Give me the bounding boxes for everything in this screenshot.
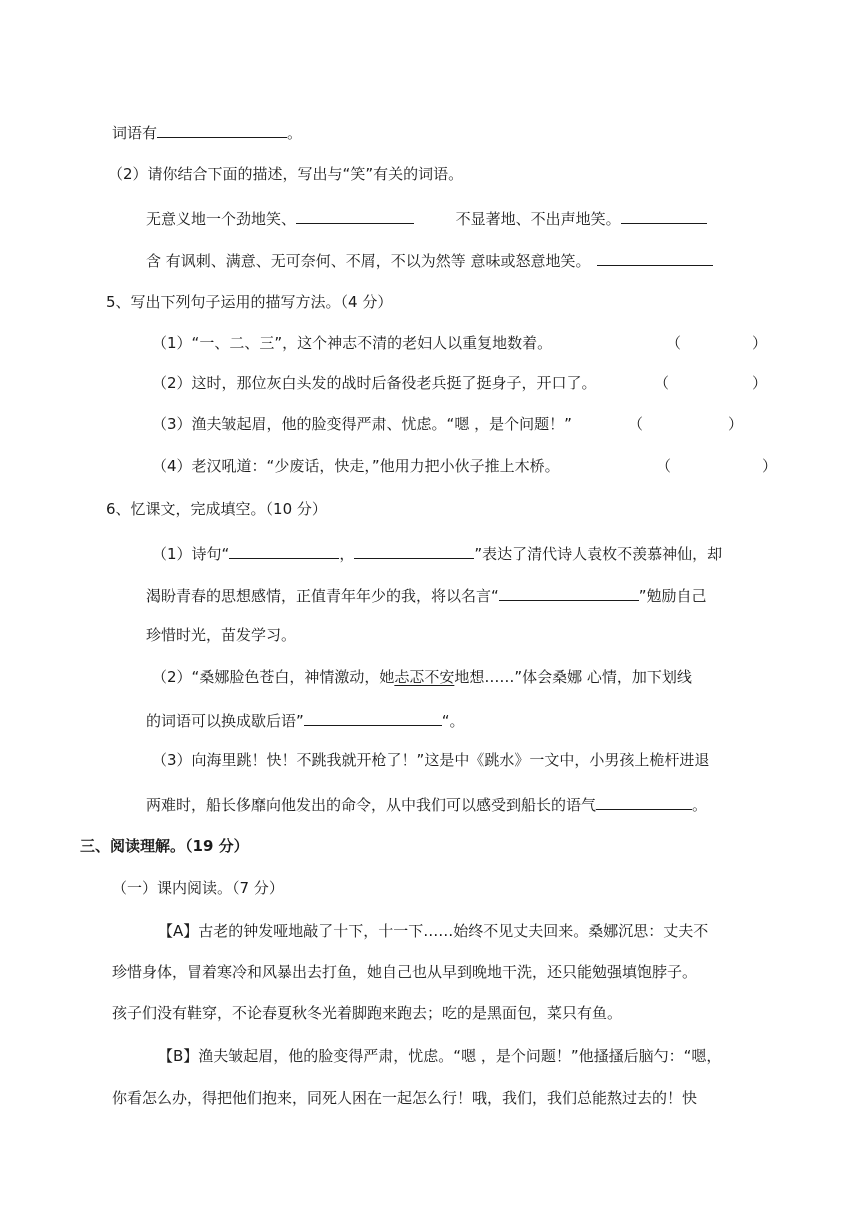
- q6-s2-row2: [146, 709, 465, 731]
- answer-blank[interactable]: [296, 207, 414, 224]
- q6-s1-text-a: （1）诗句“: [152, 545, 230, 563]
- q4-line0-prefix: 词语有: [112, 124, 158, 142]
- q5-item-2-paren-open: （: [654, 374, 670, 392]
- q5-item-4-paren-close: ）: [762, 457, 778, 475]
- answer-blank[interactable]: [157, 121, 287, 138]
- answer-blank[interactable]: [354, 542, 474, 559]
- q4-desc2: 不显著地、不出声地笑。: [455, 210, 621, 228]
- passage-a-line1: 【A】古老的钟发哑地敲了十下，十一下……始终不见丈夫回来。桑娜沉思：丈夫不: [158, 922, 709, 940]
- q5-item-1-paren-open: （: [666, 334, 682, 352]
- q5-title: 5、写出下列句子运用的描写方法。（4 分）: [106, 293, 393, 311]
- q5-item-4: （4）老汉吼道：“少废话，快走，”他用力把小伙子推上木桥。: [152, 457, 560, 475]
- q4-desc3: 含 有讽刺、满意、无可奈何、不屑，不以为然等 意味或怒意地笑。: [146, 252, 591, 270]
- passage-a-line2: 珍惜身体，冒着寒冷和风暴出去打鱼，她自己也从早到晚地干洗，还只能勉强填饱脖子。: [112, 963, 698, 981]
- q6-s2-text-c: 的词语可以换成歇后语”: [146, 712, 304, 730]
- q5-item-4-paren-open: （: [656, 457, 672, 475]
- q6-s3-row2: [146, 793, 707, 815]
- q5-item-3: （3）渔夫皱起眉，他的脸变得严肃、忧虑。“嗯 ，是个问题！”: [152, 415, 572, 433]
- answer-blank[interactable]: [621, 207, 707, 224]
- q6-title: 6、忆课文，完成填空。（10 分）: [106, 500, 327, 518]
- answer-blank[interactable]: [229, 542, 339, 559]
- q6-s1-row3: 珍惜时光，苗发学习。: [146, 626, 297, 644]
- q6-s1-text-e: ”勉励自己: [638, 587, 707, 605]
- q6-s1-text-c: ”表达了清代诗人袁枚不羡慕神仙，却: [474, 545, 723, 563]
- answer-blank[interactable]: [304, 709, 442, 726]
- q4-line0: [112, 121, 302, 143]
- q5-item-2: （2）这时，那位灰白头发的战时后备役老兵挺了挺身子，开口了。: [152, 374, 597, 392]
- q6-s1-row1: [152, 542, 722, 564]
- answer-blank[interactable]: [597, 249, 713, 266]
- section3-sub1: （一）课内阅读。（7 分）: [112, 879, 284, 897]
- q4-sub2-row1: [146, 207, 707, 229]
- q5-item-1-paren-close: ）: [752, 334, 768, 352]
- passage-b-line2: 你看怎么办，得把他们抱来，同死人困在一起怎么行！哦，我们，我们总能熬过去的！快: [112, 1089, 698, 1107]
- q6-s2-text-b: 地想……”体会桑娜 心情，加下划线: [454, 668, 692, 686]
- q5-item-3-paren-open: （: [628, 415, 644, 433]
- q6-s2-text-d: “。: [441, 712, 465, 730]
- q6-s3-text-b: 两难时，船长侈靡向他发出的命令，从中我们可以感受到船长的语气: [146, 796, 597, 814]
- q6-s1-row2: [146, 584, 707, 606]
- answer-blank[interactable]: [596, 793, 692, 810]
- q5-item-2-paren-close: ）: [752, 374, 768, 392]
- q6-s2-row1: [152, 667, 692, 687]
- underlined-word: 忐忑不安: [394, 668, 455, 686]
- q5-item-3-paren-close: ）: [728, 415, 744, 433]
- q4-desc1: 无意义地一个劲地笑、: [146, 210, 297, 228]
- q6-s1-text-b: ，: [339, 545, 355, 563]
- section3-title: 三、阅读理解。（19 分）: [80, 837, 249, 855]
- answer-blank[interactable]: [499, 584, 639, 601]
- q6-s1-text-d: 渴盼青春的思想感情，正值青年年少的我，将以名言“: [146, 587, 499, 605]
- q4-sub2-row2: [146, 249, 713, 271]
- q5-item-1: （1）“一、二、三”，这个神志不清的老妇人以重复地数着。: [152, 334, 553, 352]
- q4-sub2-label: （2）请你结合下面的描述，写出与“笑”有关的词语。: [108, 165, 464, 183]
- q6-s3-row1: （3）向海里跳！快！不跳我就开枪了！”这是中《跳水》一文中，小男孩上桅杆进退: [152, 751, 710, 769]
- passage-b-line1: 【B】渔夫皱起眉，他的脸变得严肃，忧虑。“嗯 ，是个问题！”他搔搔后脑勺：“嗯，: [158, 1047, 722, 1065]
- q6-s3-text-c: 。: [692, 796, 708, 814]
- q6-s2-text-a: （2）“桑娜脸色苍白，神情激动，她: [152, 668, 395, 686]
- q4-line0-suffix: 。: [287, 124, 303, 142]
- passage-a-line3: 孩子们没有鞋穿，不论春夏秋冬光着脚跑来跑去；吃的是黑面包，菜只有鱼。: [112, 1004, 623, 1022]
